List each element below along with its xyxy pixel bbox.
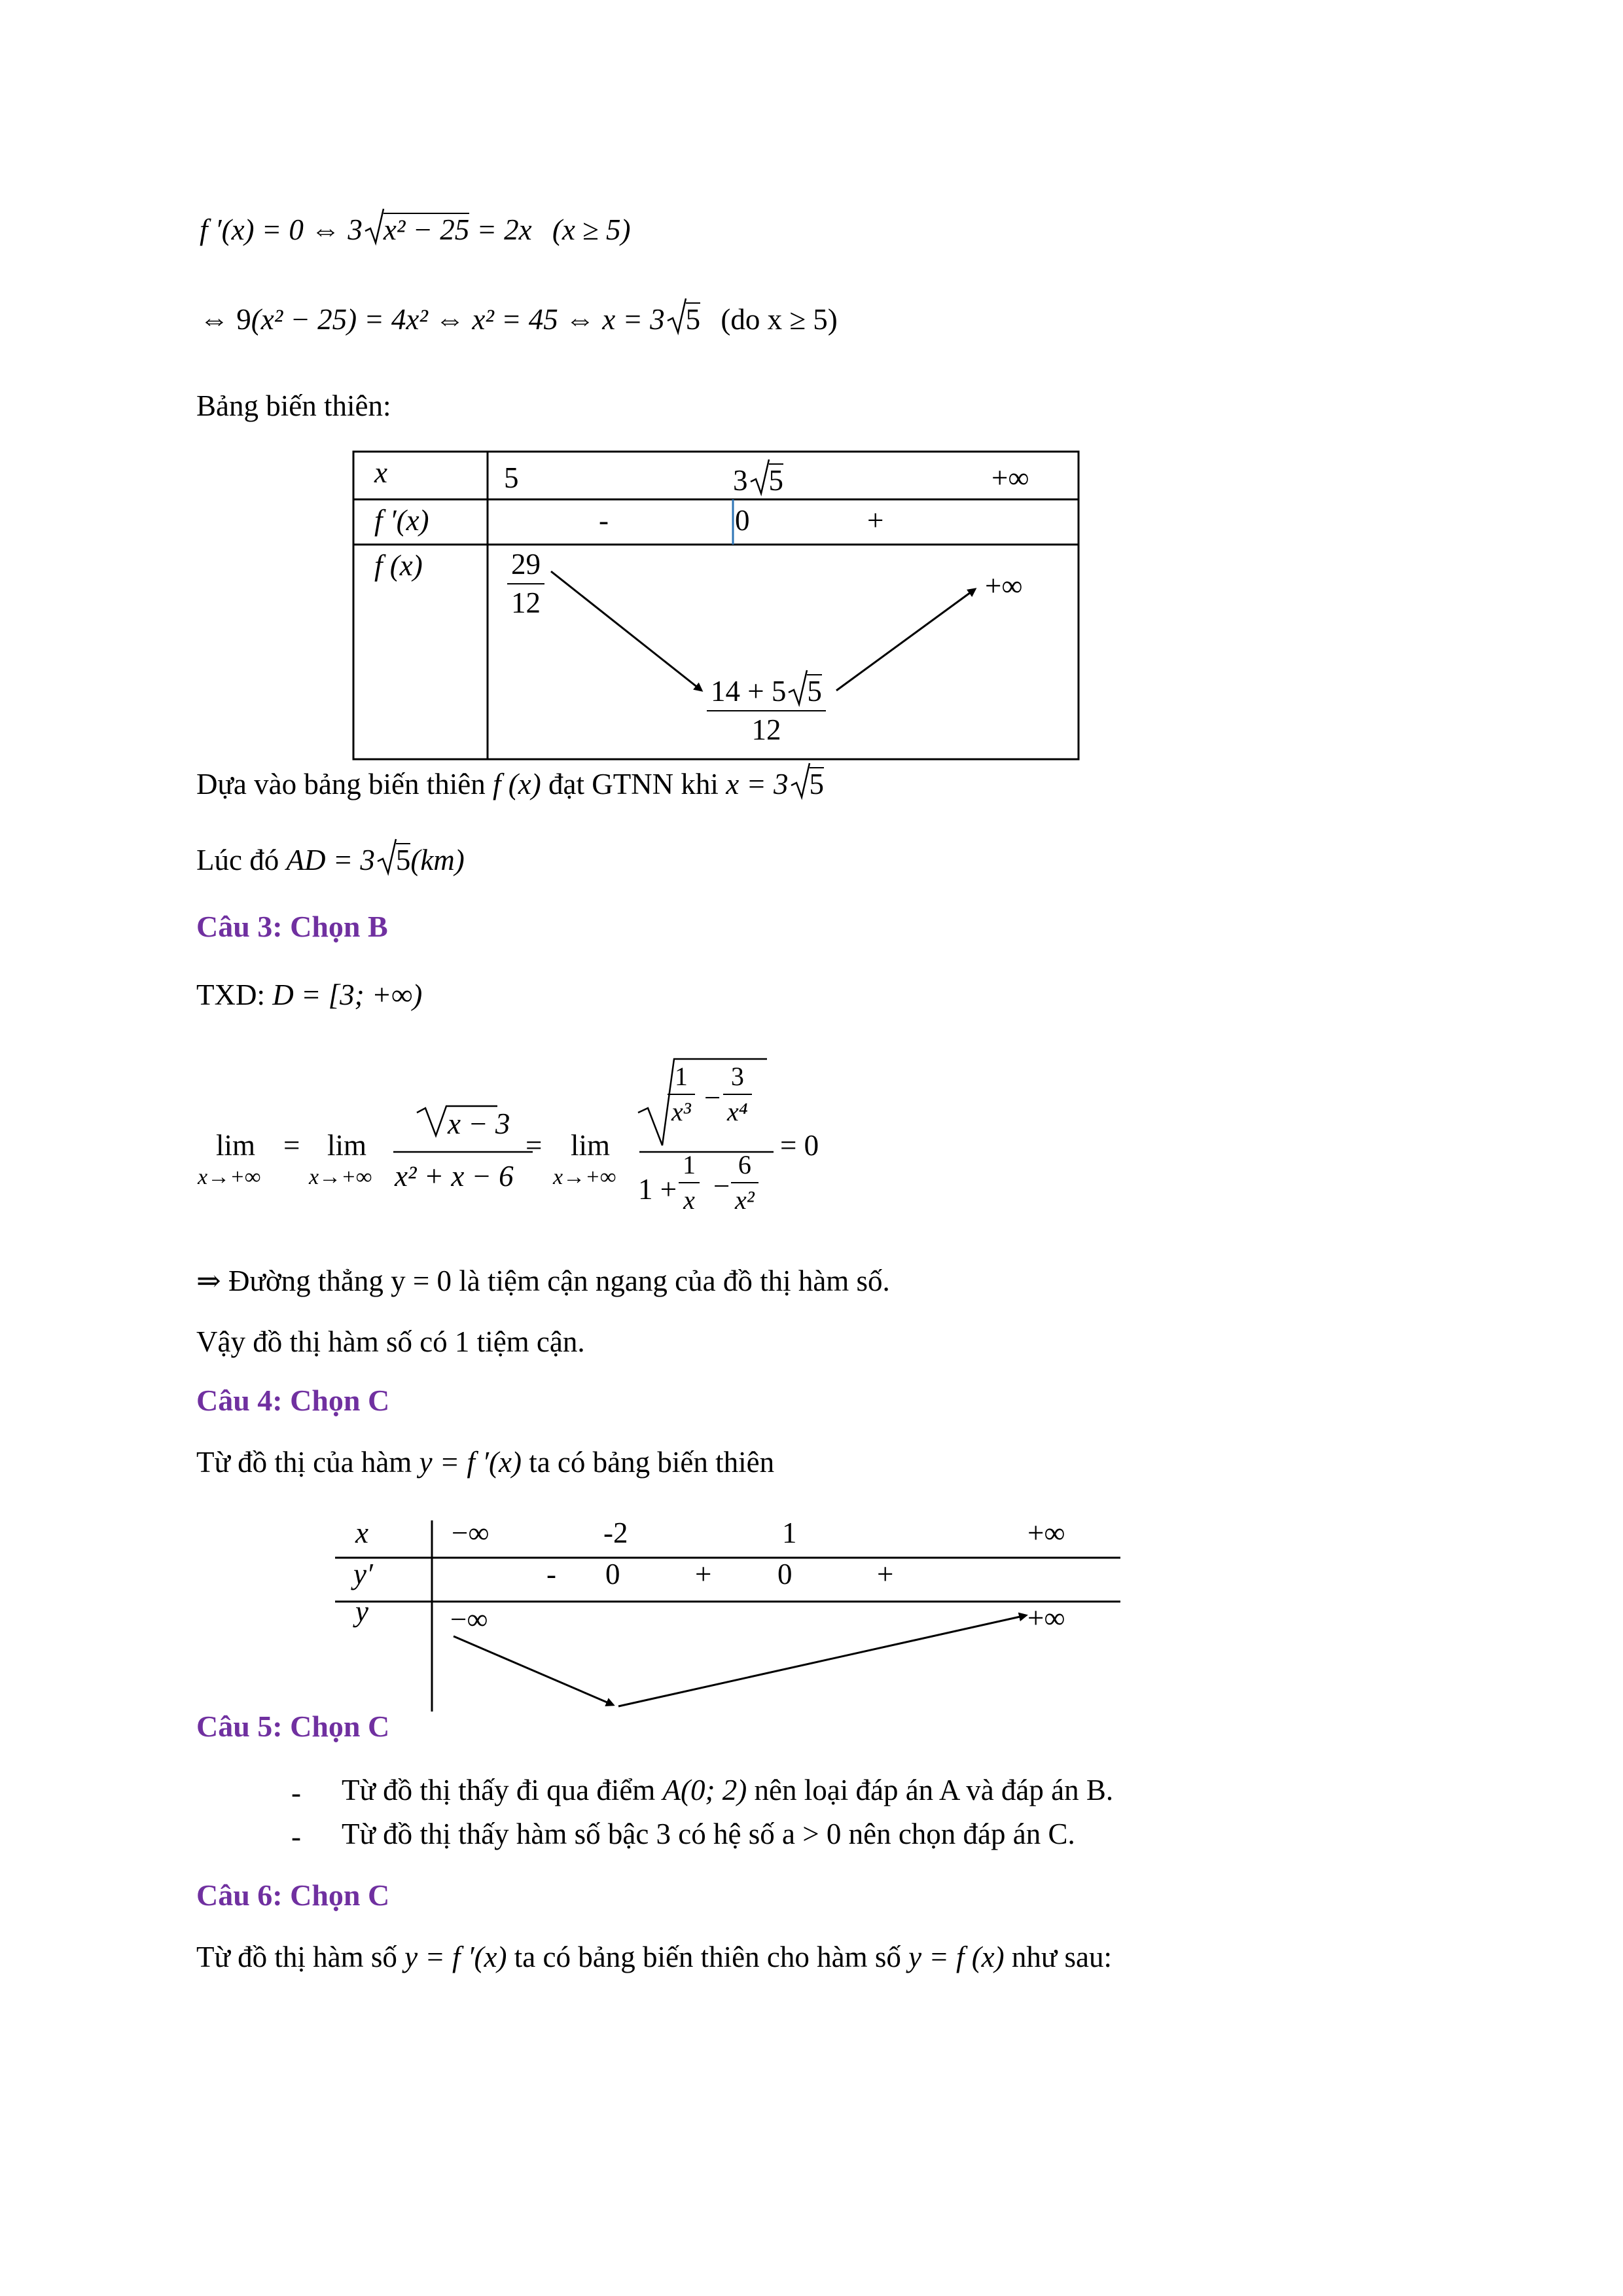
- eq1-condition: (x ≥ 5): [552, 213, 631, 246]
- table1-f-start: $\frac{29}{12}$: [507, 550, 544, 618]
- eq2-paren: (x² − 25): [251, 303, 357, 336]
- arrow-decreasing: [551, 571, 702, 691]
- cau5-bullet1: Từ đồ thị thấy đi qua điểm A(0; 2) nên loại đáp án A và đáp án B.: [342, 1774, 1114, 1806]
- lim-3: lim: [571, 1129, 611, 1162]
- eq-sign-2: =: [526, 1129, 543, 1162]
- frac2-bot-a: $\frac{1}{x}$: [679, 1152, 700, 1213]
- table1-fp-zero: 0: [735, 504, 750, 537]
- table2-yp-2: +: [695, 1558, 712, 1590]
- table1-header-fp: f ′(x): [374, 504, 429, 537]
- table2-y-right: +∞: [1027, 1602, 1065, 1634]
- table2-yp-0: -: [546, 1558, 556, 1590]
- table1-x-inf: +∞: [991, 461, 1029, 494]
- arrow-increasing: [836, 589, 975, 691]
- eq2-part1: ⇔ 9: [200, 303, 251, 336]
- table2-y-left: −∞: [450, 1603, 488, 1636]
- lim-1-sub: x→+∞: [198, 1165, 261, 1189]
- eq2-note: (do x ≥ 5): [721, 303, 838, 336]
- limit-result: = 0: [780, 1129, 819, 1162]
- table2-x-neginf: −∞: [452, 1516, 490, 1549]
- cau3-domain: TXD: D = [3; +∞): [196, 978, 423, 1011]
- frac2-bot-minus: −: [713, 1170, 730, 1202]
- bullet-dash-1: -: [291, 1776, 301, 1809]
- table1-header-x: x: [374, 456, 387, 489]
- table2-x-posinf: +∞: [1027, 1516, 1065, 1549]
- frac2-bot-b: $\frac{6}{\text{x²}}$: [731, 1152, 758, 1213]
- table1-f-end: +∞: [985, 569, 1023, 602]
- table1-x-3sqrt5: 3 5: [733, 463, 783, 495]
- lim-2: lim: [327, 1129, 367, 1162]
- lim-3-sub: x→+∞: [553, 1165, 616, 1189]
- eq1-radicand: x² − 25: [383, 213, 470, 246]
- cau4-intro: Từ đồ thị của hàm y = f ′(x) ta có bảng biến thiên: [196, 1446, 775, 1479]
- table1-fp-minus: -: [599, 504, 609, 537]
- variation-table-label: Bảng biến thiên:: [196, 389, 391, 422]
- frac2-top-b: $\frac{3}{\text{x⁴}}$: [723, 1064, 752, 1125]
- cau3-heading: Câu 3: Chọn B: [196, 910, 388, 943]
- table2-header-x: x: [355, 1516, 368, 1549]
- eq1-rhs: = 2x: [469, 213, 532, 246]
- frac2-bot-1plus: 1 +: [638, 1173, 677, 1206]
- frac2-top-a: $\frac{1}{\text{x³}}$: [668, 1064, 695, 1125]
- table1-fp-plus: +: [867, 504, 884, 537]
- table2-x-1: 1: [782, 1516, 797, 1549]
- bullet-dash-2: -: [291, 1820, 301, 1853]
- conclusion-min: Dựa vào bảng biến thiên f (x) đạt GTNN khi x = 3 5: [196, 767, 824, 799]
- cau4-heading: Câu 4: Chọn C: [196, 1384, 390, 1417]
- lim-1: lim: [216, 1129, 256, 1162]
- table1-header-f: f (x): [374, 549, 423, 582]
- arrow-decreasing-2: [454, 1636, 613, 1705]
- table2-yp-1: 0: [605, 1558, 620, 1590]
- cau3-line1: ⇒ Đường thẳng y = 0 là tiệm cận ngang của đồ thị hàm số.: [196, 1265, 890, 1297]
- table2-yp-3: 0: [777, 1558, 793, 1590]
- table2-header-yp: y′: [353, 1558, 373, 1590]
- cau5-heading: Câu 5: Chọn C: [196, 1710, 390, 1743]
- cau6-text: Từ đồ thị hàm số y = f ′(x) ta có bảng biến thiên cho hàm số y = f (x) như sau:: [196, 1941, 1113, 1973]
- table1-x-5: 5: [504, 461, 519, 494]
- frac1-num: x − 3: [448, 1107, 510, 1140]
- lim-2-sub: x→+∞: [309, 1165, 372, 1189]
- eq2-part2: = 4x² ⇔ x² = 45 ⇔ x = 3: [357, 303, 665, 336]
- eq-sign-1: =: [283, 1129, 300, 1162]
- conclusion-ad: Lúc đó AD = 3 5(km): [196, 843, 465, 875]
- table2-header-y: y: [355, 1595, 368, 1628]
- frac2-top-minus: −: [704, 1081, 721, 1114]
- eq2-radicand: 5: [685, 303, 701, 336]
- cau5-bullet2: Từ đồ thị thấy hàm số bậc 3 có hệ số a > 0 nên chọn đáp án C.: [342, 1818, 1075, 1850]
- table1-f-min: 14 + 5 5 12: [707, 674, 826, 745]
- table2-yp-4: +: [877, 1558, 894, 1590]
- cau6-heading: Câu 6: Chọn C: [196, 1878, 390, 1912]
- cau3-line2: Vậy đồ thị hàm số có 1 tiệm cận.: [196, 1325, 585, 1358]
- frac1-den: x² + x − 6: [395, 1160, 514, 1193]
- eq1-lhs: f ′(x) = 0 ⇔ 3: [200, 213, 363, 246]
- arrow-increasing-2: [618, 1615, 1026, 1706]
- table2-x-m2: -2: [603, 1516, 628, 1549]
